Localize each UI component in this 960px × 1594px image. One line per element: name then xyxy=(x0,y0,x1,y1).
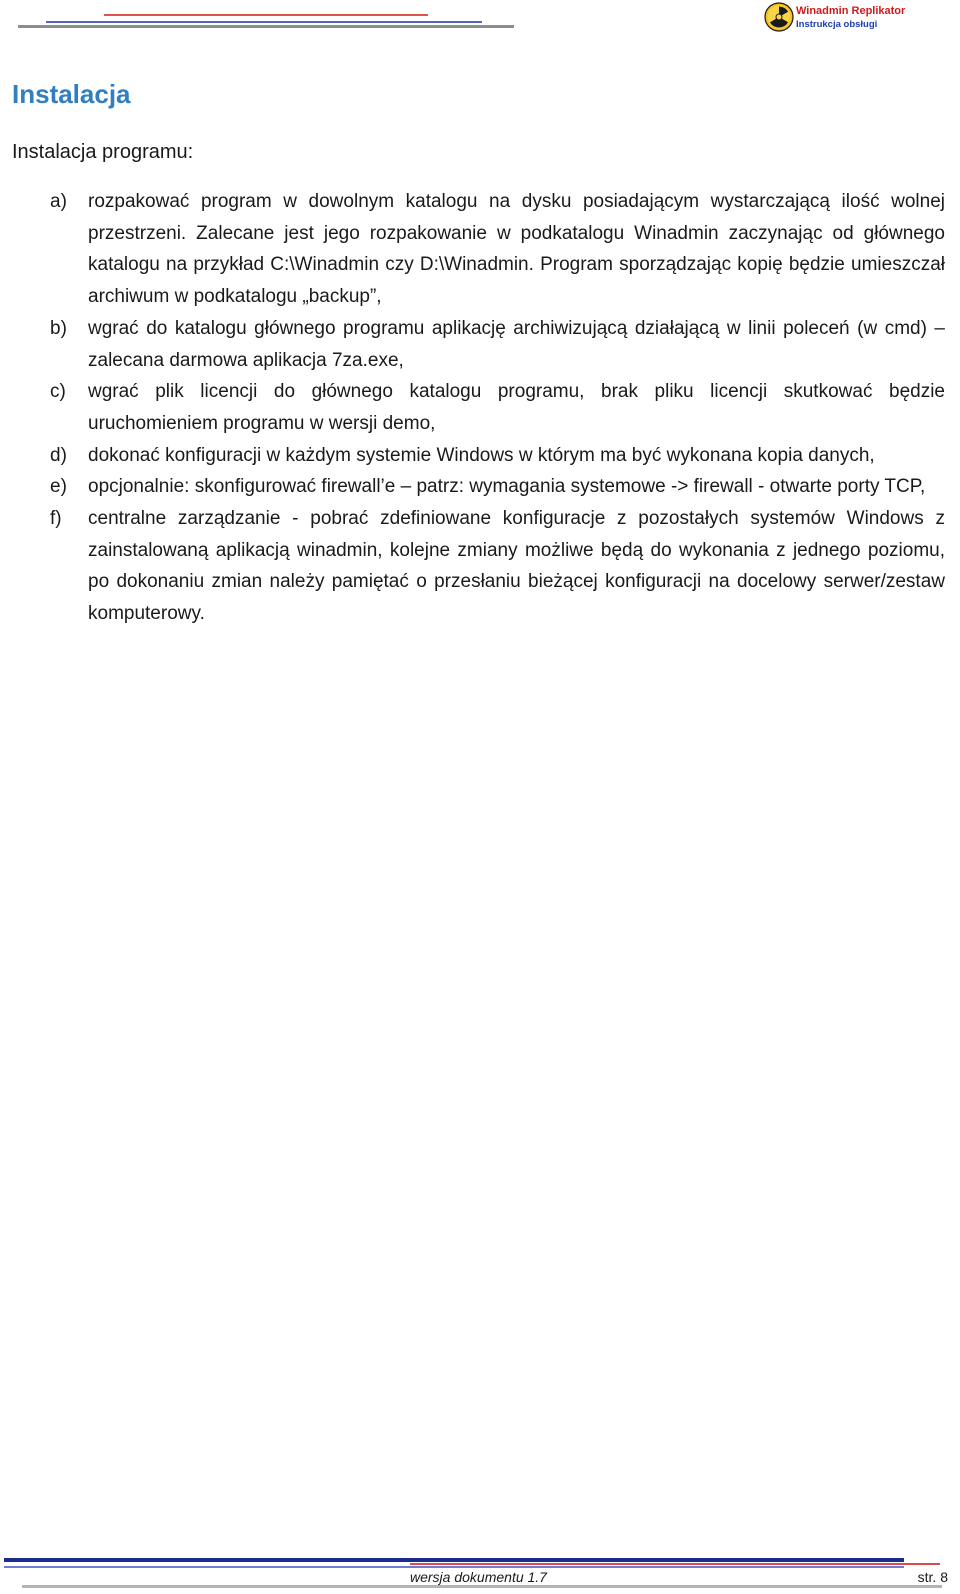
intro-text: Instalacja programu: xyxy=(12,141,194,163)
list-marker: d) xyxy=(50,444,67,466)
list-item xyxy=(0,186,960,313)
list-item xyxy=(0,313,960,376)
list-item-text: centralne zarządzanie - pobrać zdefiniowane konfiguracje z pozostałych systemów Windows z zainstalowaną aplikacją winadmin, kolejne zmiany możliwe będą do wykonania z jednego poziomu, po dokonaniu zmian należy pamiętać o przesłaniu bieżącej konfiguracji na docelowy serwer/zestaw komputerowy. xyxy=(88,508,945,625)
header-rule-gray xyxy=(18,25,514,28)
list-item xyxy=(0,471,960,503)
page-number: str. 8 xyxy=(917,1569,948,1585)
radiation-icon xyxy=(764,2,794,32)
brand-block xyxy=(796,4,956,32)
brand-name: Winadmin Replikator xyxy=(796,5,906,17)
page-header xyxy=(0,0,960,40)
list-item-text: opcjonalnie: skonfigurować firewall’e – patrz: wymagania systemowe -> firewall - otwarte porty TCP, xyxy=(88,476,926,498)
list-item xyxy=(0,376,960,439)
list-item-text: wgrać do katalogu głównego programu aplikację archiwizującą działającą w linii poleceń (w cmd) – zalecana darmowa aplikacja 7za.exe, xyxy=(88,317,945,371)
list-item-text: rozpakować program w dowolnym katalogu na dysku posiadającym wystarczającą ilość wolnej przestrzeni. Zalecane jest jego rozpakowanie w podkatalogu Winadmin zaczynając od głównego katalogu na przykład C:\Winadmin czy D:\Winadmin. Program sporządzając kopię będzie umieszczał archiwum w podkatalogu „backup”, xyxy=(88,191,945,308)
footer-rule-red xyxy=(410,1563,940,1565)
brand-subtitle: Instrukcja obsługi xyxy=(796,19,878,30)
header-rule-red xyxy=(104,14,428,16)
list-item xyxy=(0,440,960,472)
section-title: Instalacja xyxy=(12,79,131,109)
list-item xyxy=(0,503,960,630)
installation-steps xyxy=(0,186,960,630)
list-marker: f) xyxy=(50,508,62,530)
list-marker: c) xyxy=(50,381,66,403)
list-marker: e) xyxy=(50,476,67,498)
document-version: wersja dokumentu 1.7 xyxy=(410,1569,547,1585)
header-rule-blue xyxy=(46,21,482,23)
list-marker: a) xyxy=(50,191,67,212)
list-marker: b) xyxy=(50,317,67,339)
footer-rule-dark xyxy=(4,1558,904,1562)
list-item-text: wgrać plik licencji do głównego katalogu programu, brak pliku licencji skutkować będzie uruchomieniem programu w wersji demo, xyxy=(88,381,945,434)
list-item-text: dokonać konfiguracji w każdym systemie Windows w którym ma być wykonana kopia danych, xyxy=(88,444,875,466)
